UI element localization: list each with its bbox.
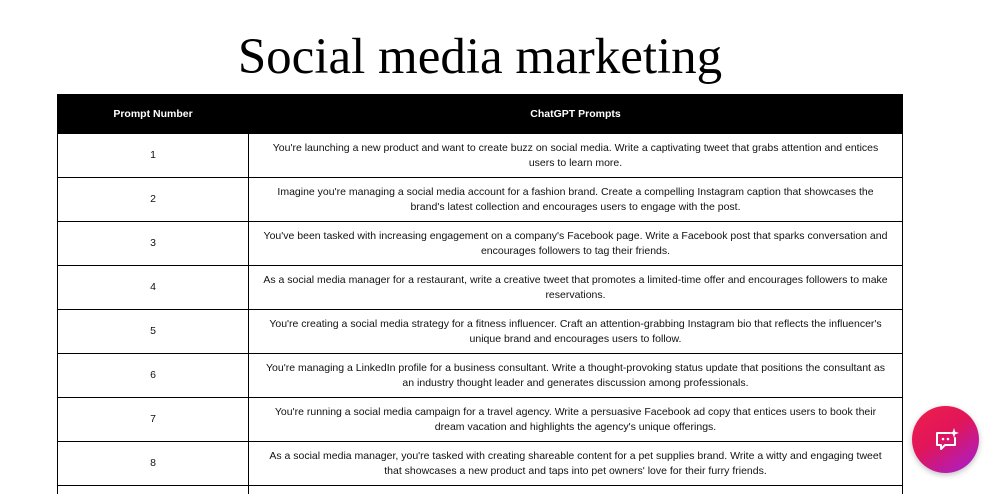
prompt-text-cell: You're creating a social media strategy for a fitness influencer. Craft an attention-grabbing Instagram bio that reflects the influencer's unique brand and encourages users to follow.	[249, 310, 903, 354]
prompt-text-cell: You're managing a LinkedIn profile for a business consultant. Write a thought-provoking status update that positions the consultant as an industry thought leader and generates discussion among professionals.	[249, 354, 903, 398]
prompt-number-cell: 3	[58, 222, 249, 266]
prompt-text-cell: You're launching a new product and want to create buzz on social media. Write a captivating tweet that grabs attention and entices users to learn more.	[249, 134, 903, 178]
prompt-number-cell: 6	[58, 354, 249, 398]
table-row	[58, 486, 903, 494]
table-row	[58, 310, 903, 354]
table-row	[58, 354, 903, 398]
header-prompt-number: Prompt Number	[58, 95, 249, 134]
table-row	[58, 266, 903, 310]
prompts-table-container	[57, 94, 902, 494]
table-row	[58, 134, 903, 178]
table-row	[58, 178, 903, 222]
ai-chat-button[interactable]	[912, 406, 979, 473]
prompt-text-cell	[249, 486, 903, 494]
prompt-number-cell: 8	[58, 442, 249, 486]
prompt-number-cell: 5	[58, 310, 249, 354]
prompt-number-cell	[58, 486, 249, 494]
prompts-table	[57, 94, 903, 494]
chat-sparkle-icon	[931, 425, 961, 455]
prompt-text-cell: You've been tasked with increasing engagement on a company's Facebook page. Write a Facebook post that sparks conversation and encourages followers to tag their friends.	[249, 222, 903, 266]
page-title: Social media marketing	[237, 29, 723, 85]
table-header-row	[58, 95, 903, 134]
table-row	[58, 398, 903, 442]
prompt-number-cell: 7	[58, 398, 249, 442]
prompt-text-cell: As a social media manager, you're tasked with creating shareable content for a pet supplies brand. Write a witty and engaging tweet that showcases a new product and taps into pet owners' love for their furry friends.	[249, 442, 903, 486]
prompt-number-cell: 4	[58, 266, 249, 310]
prompt-text-cell: As a social media manager for a restaurant, write a creative tweet that promotes a limited-time offer and encourages followers to make reservations.	[249, 266, 903, 310]
prompt-text-cell: Imagine you're managing a social media account for a fashion brand. Create a compelling Instagram caption that showcases the brand's latest collection and encourages users to engage with the post.	[249, 178, 903, 222]
table-row	[58, 222, 903, 266]
table-row	[58, 442, 903, 486]
prompt-number-cell: 2	[58, 178, 249, 222]
prompt-number-cell: 1	[58, 134, 249, 178]
prompt-text-cell: You're running a social media campaign for a travel agency. Write a persuasive Facebook ad copy that entices users to book their dream vacation and highlights the agency's unique offerings.	[249, 398, 903, 442]
header-chatgpt-prompts: ChatGPT Prompts	[249, 95, 903, 134]
